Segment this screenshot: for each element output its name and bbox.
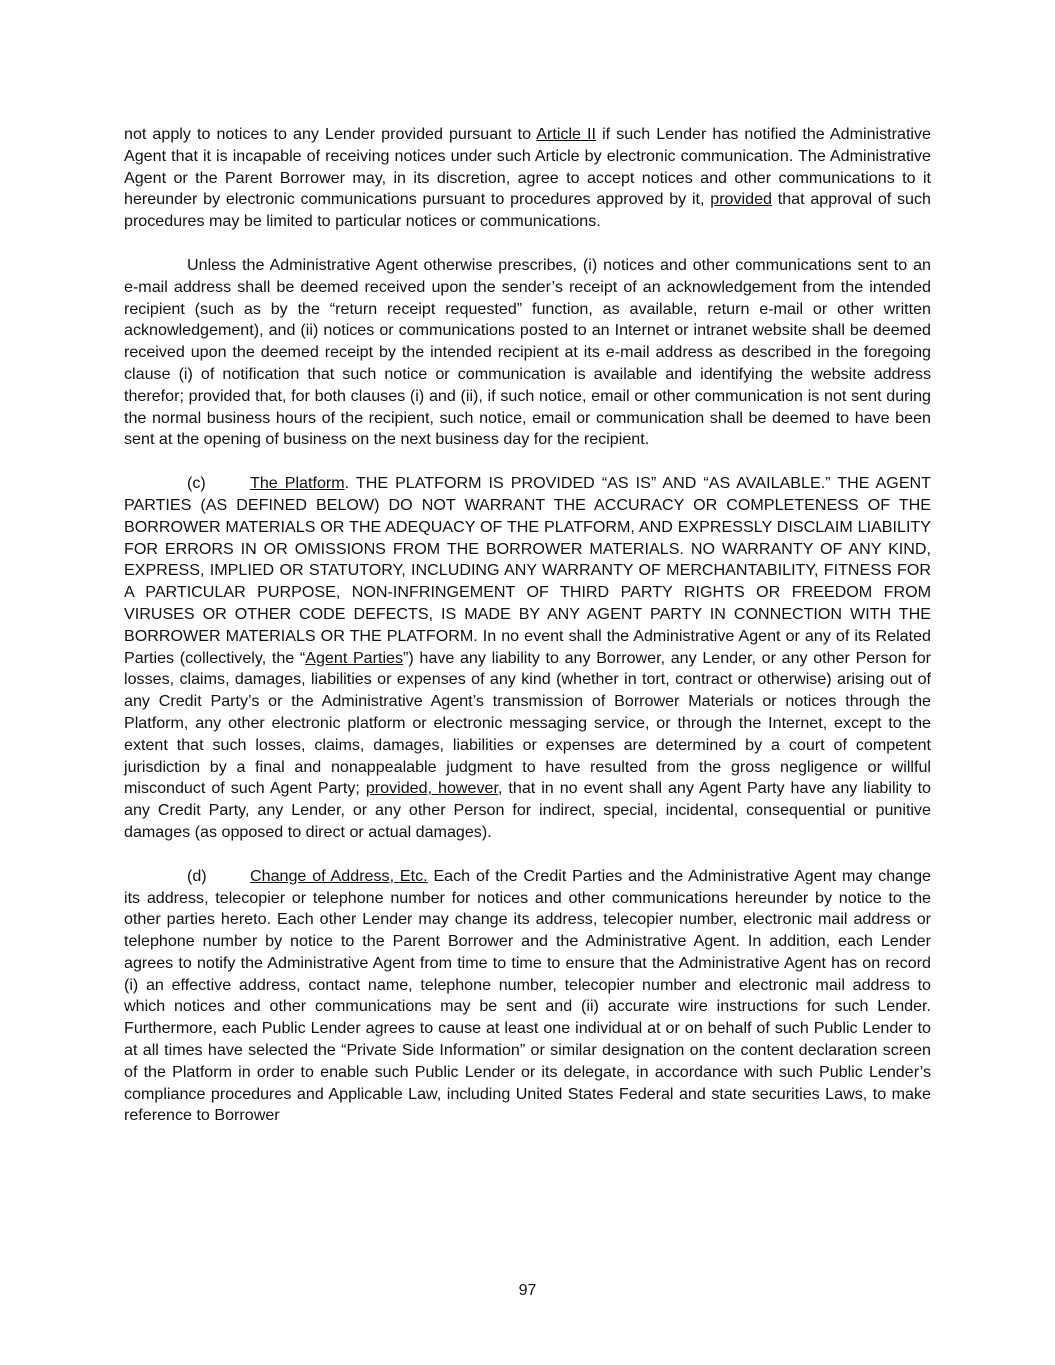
paragraph-text: , that in no event shall any Agent Party have any liability to any Credit Party, any Lender, or any other Person for indirect, special, incidental, consequential or punitive damages (as opposed to direct or actual damages).: [124, 779, 931, 841]
proviso-term: provided, however: [365, 779, 498, 798]
section-label-d: (d): [187, 866, 207, 885]
paragraph-platform: [124, 473, 931, 844]
page-number: 97: [518, 1282, 537, 1299]
article-ii-reference: Article II: [536, 125, 597, 143]
paragraph-text: that approval of such procedures may be limited to particular notices or communications.: [124, 190, 932, 231]
section-heading-change-of-address: Change of Address, Etc.: [250, 866, 428, 885]
paragraph-text: Unless the Administrative Agent otherwise prescribes, (i) notices and other communications sent to an e-mail address shall be deemed received upon the sender’s receipt of an acknowledgement from the intended recipient (such as by the “return receipt requested” function, as available, return e-mail or other written acknowledgement), and (ii) notices or communications posted to an Internet or intranet website shall be deemed received upon the deemed receipt by the intended recipient at its e-mail address as described in the foregoing clause (i) of notification that such notice or communication is available and identifying the website address therefor; provided that, for both clauses (i) and (ii), if such notice, email or other communication is not sent during the normal business hours of the recipient, such notice, email or communication shall be deemed to have been sent at the opening of business on the next business day for the recipient.: [124, 255, 931, 449]
document-body: [124, 124, 931, 1149]
paragraph-text: not apply to notices to any Lender provided pursuant to: [124, 125, 537, 143]
provided-term: provided: [710, 190, 772, 209]
paragraph-text: if such Lender has notified the Administrative Agent that it is incapable of receiving notices under such Article by electronic communication. The Administrative Agent or the Parent Borrower may, in its discretion, agree to accept notices and other communications to it hereunder by electronic communications pursuant to procedures approved by it,: [124, 125, 932, 209]
paragraph-text: ”) have any liability to any Borrower, any Lender, or any other Person for losses, claims, damages, liabilities or expenses of any kind (whether in tort, contract or otherwise) arising out of any Credit Party’s or the Administrative Agent’s transmission of Borrower Materials or notices through the Platform, any other electronic platform or electronic messaging service, or through the Internet, except to the extent that such losses, claims, damages, liabilities or expenses are determined by a court of competent jurisdiction by a final and nonappealable judgment to have resulted from the gross negligence or willful misconduct of such Agent Party;: [124, 648, 931, 798]
section-label-c: (c): [187, 474, 206, 493]
paragraph-email-receipt: [124, 255, 931, 451]
agent-parties-term: Agent Parties: [305, 648, 404, 667]
paragraph-text: Each of the Credit Parties and the Administrative Agent may change its address, telecopier or telephone number for notices and other communications hereunder by notice to the other parties hereto. Each other Lender may change its address, telecopier number, electronic mail address or telephone number by notice to the Parent Borrower and the Administrative Agent. In addition, each Lender agrees to notify the Administrative Agent from time to time to ensure that the Administrative Agent has on record (i) an effective address, contact name, telephone number, telecopier number and electronic mail address to which notices and other communications may be sent and (ii) accurate wire instructions for such Lender. Furthermore, each Public Lender agrees to cause at least one individual at or on behalf of such Public Lender to at all times have selected the “Private Side Information” or similar designation on the content declaration screen of the Platform in order to enable such Public Lender or its delegate, in accordance with such Public Lender’s compliance procedures and Applicable Law, including United States Federal and state securities Laws, to make reference to Borrower: [124, 866, 931, 1125]
paragraph-notices-article-ii: [124, 124, 931, 233]
paragraph-change-of-address: [124, 866, 931, 1128]
section-heading-platform: The Platform: [250, 474, 345, 493]
paragraph-text: . THE PLATFORM IS PROVIDED “AS IS” AND “AS AVAILABLE.” THE AGENT PARTIES (AS DEFINED BELOW) DO NOT WARRANT THE ACCURACY OR COMPLETENESS OF THE BORROWER MATERIALS OR THE ADEQUACY OF THE PLATFORM, AND EXPRESSLY DISCLAIM LIABILITY FOR ERRORS IN OR OMISSIONS FROM THE BORROWER MATERIALS. NO WARRANTY OF ANY KIND, EXPRESS, IMPLIED OR STATUTORY, INCLUDING ANY WARRANTY OF MERCHANTABILITY, FITNESS FOR A PARTICULAR PURPOSE, NON-INFRINGEMENT OF THIRD PARTY RIGHTS OR FREEDOM FROM VIRUSES OR OTHER CODE DEFECTS, IS MADE BY ANY AGENT PARTY IN CONNECTION WITH THE BORROWER MATERIALS OR THE PLATFORM. In no event shall the Administrative Agent or any of its Related Parties (collectively, the “: [124, 474, 932, 667]
